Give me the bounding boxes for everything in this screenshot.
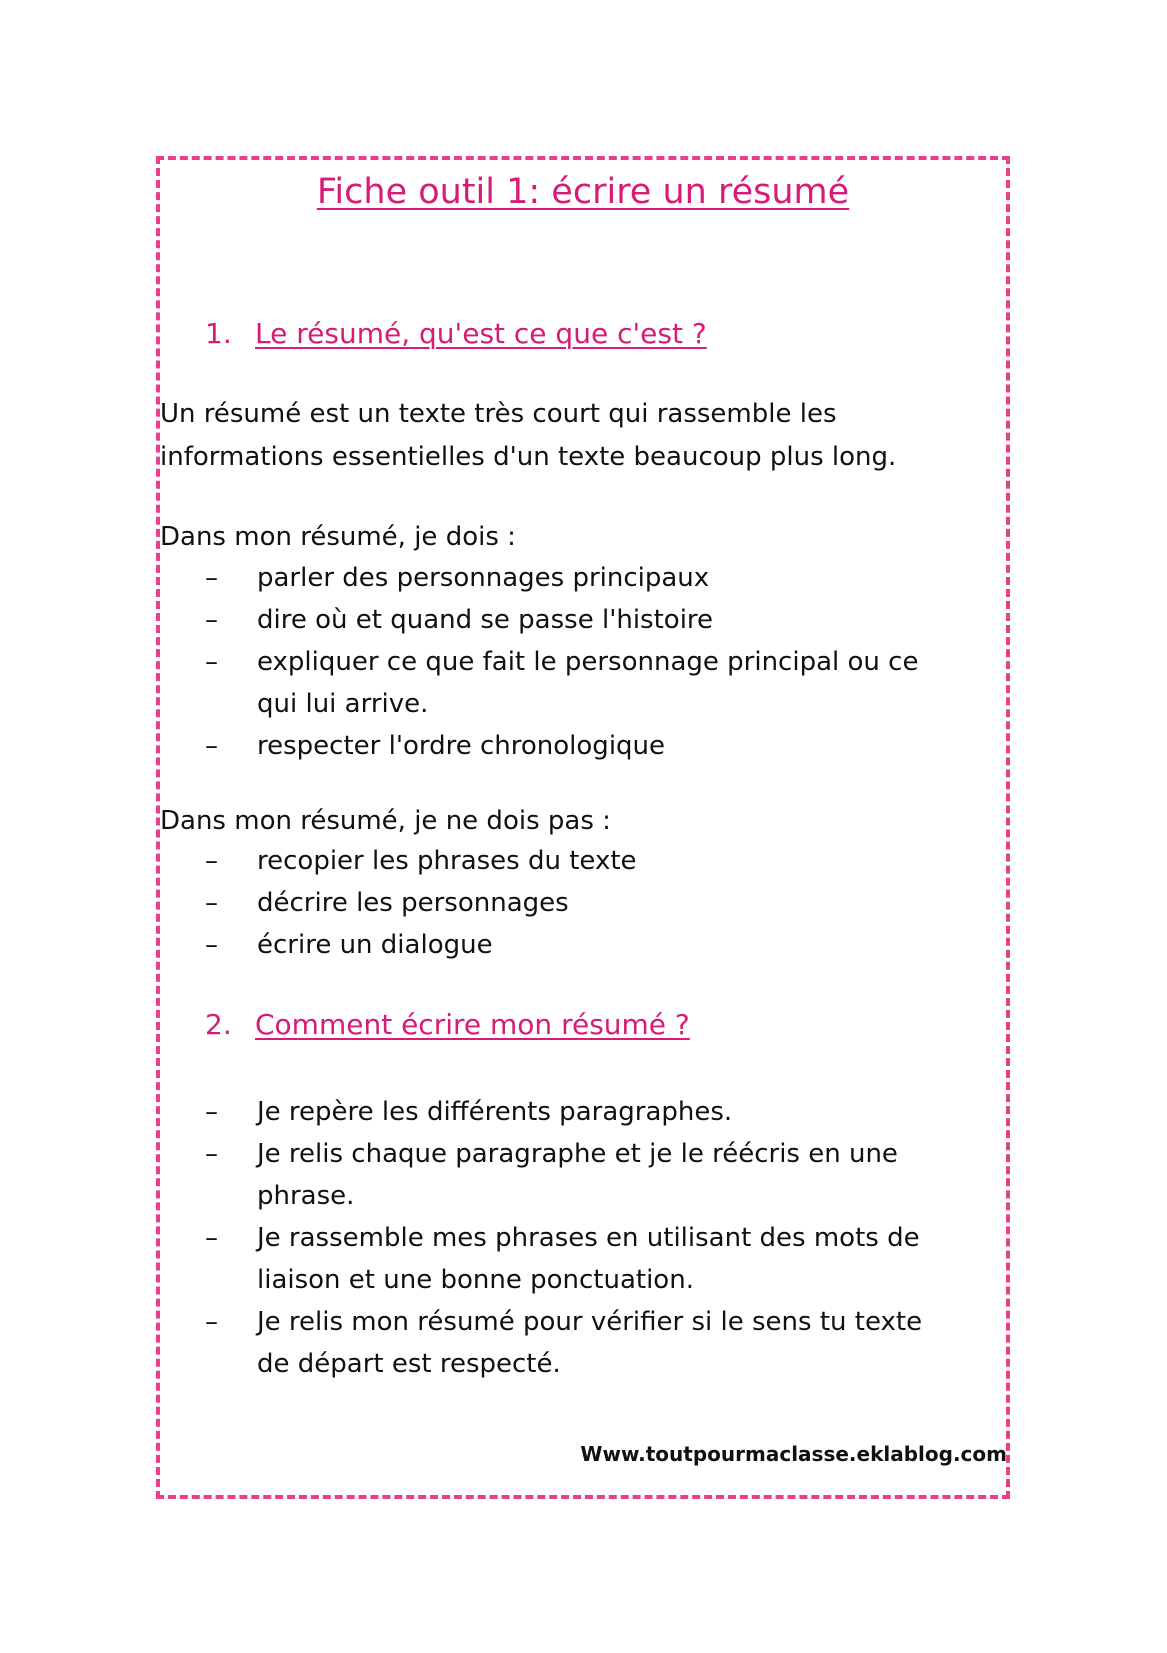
list-item: – Je relis chaque paragraphe et je le réécris en une xyxy=(160,1133,1010,1175)
list-item: – parler des personnages principaux xyxy=(160,557,1010,599)
dash-icon: – xyxy=(205,605,218,635)
list-item-continuation: qui lui arrive. xyxy=(257,689,429,719)
dash-icon: – xyxy=(205,1097,218,1127)
list-item: – décrire les personnages xyxy=(160,882,1010,924)
dash-icon: – xyxy=(205,846,218,876)
list-item: – respecter l'ordre chronologique xyxy=(160,725,1010,767)
list-item: – Je repère les différents paragraphes. xyxy=(160,1091,1010,1133)
section1-number: 1. xyxy=(205,317,232,350)
must-label: Dans mon résumé, je dois : xyxy=(160,522,516,552)
intro-line-1: Un résumé est un texte très court qui rassemble les xyxy=(160,399,837,429)
list-item-continuation: phrase. xyxy=(257,1181,355,1211)
section2-number: 2. xyxy=(205,1008,232,1041)
mustnot-list xyxy=(160,840,1010,966)
section1-title: Le résumé, qu'est ce que c'est ? xyxy=(255,317,707,350)
dash-icon: – xyxy=(205,1139,218,1169)
list-item-continuation: de départ est respecté. xyxy=(257,1349,561,1379)
dash-icon: – xyxy=(205,731,218,761)
page-title: Fiche outil 1: écrire un résumé xyxy=(316,172,850,212)
dash-icon: – xyxy=(205,1223,218,1253)
dash-icon: – xyxy=(205,647,218,677)
dash-icon: – xyxy=(205,888,218,918)
list-item: – recopier les phrases du texte xyxy=(160,840,1010,882)
list-item: – expliquer ce que fait le personnage principal ou ce xyxy=(160,641,1010,683)
list-item: – dire où et quand se passe l'histoire xyxy=(160,599,1010,641)
dash-icon: – xyxy=(205,930,218,960)
intro-line-2: informations essentielles d'un texte beaucoup plus long. xyxy=(160,442,897,472)
section2-title: Comment écrire mon résumé ? xyxy=(255,1008,690,1041)
footer-website: Www.toutpourmaclasse.eklablog.com xyxy=(580,1442,1007,1466)
must-list xyxy=(160,557,1010,767)
dash-icon: – xyxy=(205,563,218,593)
list-item-continuation: liaison et une bonne ponctuation. xyxy=(257,1265,694,1295)
list-item: – Je relis mon résumé pour vérifier si le sens tu texte xyxy=(160,1301,1010,1343)
dash-icon: – xyxy=(205,1307,218,1337)
mustnot-label: Dans mon résumé, je ne dois pas : xyxy=(160,806,611,836)
list-item: – Je rassemble mes phrases en utilisant des mots de xyxy=(160,1217,1010,1259)
steps-list xyxy=(160,1091,1010,1385)
list-item: – écrire un dialogue xyxy=(160,924,1010,966)
